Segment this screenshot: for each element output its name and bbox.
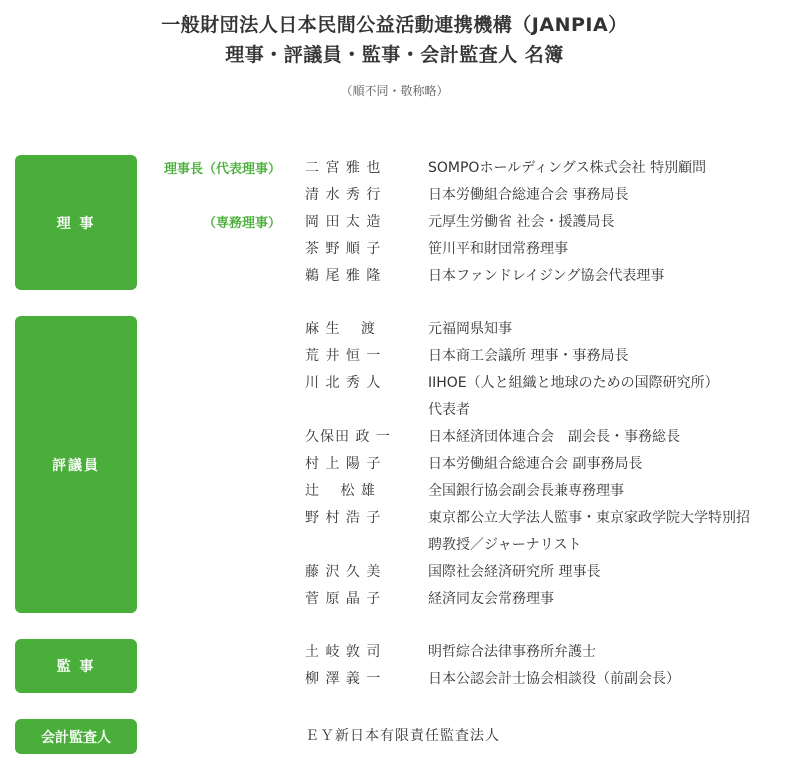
member-affiliation: SOMPOホールディングス株式会社 特別顧問 [428,160,707,176]
member-name: 土 岐 敦 司 [305,644,382,660]
member-affiliation: 全国銀行協会副会長兼専務理事 [428,483,624,499]
member-affiliation: 国際社会経済研究所 理事長 [428,564,601,580]
member-name: 辻 松 雄 [305,483,376,499]
councilor-row [0,315,789,342]
member-affiliation: 元福岡県知事 [428,321,512,337]
member-affiliation: 日本公認会計士協会相談役（前副会長） [428,671,680,687]
director-row [0,181,789,208]
member-name: 鵜 尾 雅 隆 [305,268,382,284]
section-label-auditors: 監 事 [15,639,137,693]
director-row [0,208,789,235]
director-row [0,235,789,262]
page-subtitle: 理事・評議員・監事・会計監査人 名簿 [225,44,564,66]
section-label-accounting-auditor: 会計監査人 [15,719,137,754]
councilor-row [0,585,789,612]
member-affiliation: 元厚生労働省 社会・援護局長 [428,214,615,230]
member-name: 荒 井 恒 一 [305,348,382,364]
member-name: 清 水 秀 行 [305,187,382,203]
councilor-row-continued [0,531,789,558]
councilor-row [0,558,789,585]
member-affiliation: 日本ファンドレイジング協会代表理事 [428,268,665,284]
role-label: （専務理事） [202,216,281,231]
member-name: 川 北 秀 人 [305,375,382,391]
section-label-directors: 理 事 [15,155,137,290]
councilor-row [0,504,789,531]
member-name: 岡 田 太 造 [305,214,382,230]
member-name: 二 宮 雅 也 [305,160,382,176]
member-affiliation: 日本経済団体連合会 副会長・事務総長 [428,429,680,445]
order-note: （順不同・敬称略） [340,84,449,98]
member-name: 村 上 陽 子 [305,456,382,472]
member-name: 茶 野 順 子 [305,241,382,257]
councilor-row [0,477,789,504]
member-name: 菅 原 晶 子 [305,591,382,607]
member-affiliation: 聘教授／ジャーナリスト [428,537,582,553]
role-label: 理事長（代表理事） [163,162,281,177]
councilor-row [0,450,789,477]
accounting-auditor-row [0,722,789,749]
councilor-row [0,423,789,450]
director-row [0,262,789,289]
member-name: 久保田 政 一 [305,429,391,445]
member-affiliation: 日本労働組合総連合会 事務局長 [428,187,629,203]
member-affiliation: 日本労働組合総連合会 副事務局長 [428,456,643,472]
page-title: 一般財団法人日本民間公益活動連携機構（JANPIA） [161,14,628,36]
section-label-councilors: 評議員 [15,316,137,613]
member-affiliation: IIHOE（人と組織と地球のための国際研究所） [428,375,719,391]
member-affiliation: 明哲綜合法律事務所弁護士 [428,644,596,660]
member-affiliation: 日本商工会議所 理事・事務局長 [428,348,629,364]
member-name: 麻 生 渡 [305,321,376,337]
councilor-row [0,342,789,369]
member-name: ＥＹ新日本有限責任監査法人 [305,728,500,744]
member-affiliation: 東京都公立大学法人監事・東京家政学院大学特別招 [428,510,750,526]
councilor-row-continued [0,396,789,423]
member-affiliation: 笹川平和財団常務理事 [428,241,568,257]
member-affiliation: 代表者 [428,402,470,418]
member-name: 柳 澤 義 一 [305,671,382,687]
councilor-row [0,369,789,396]
director-row [0,154,789,181]
auditor-row [0,665,789,692]
member-name: 野 村 浩 子 [305,510,382,526]
member-name: 藤 沢 久 美 [305,564,382,580]
member-affiliation: 経済同友会常務理事 [428,591,554,607]
auditor-row [0,638,789,665]
